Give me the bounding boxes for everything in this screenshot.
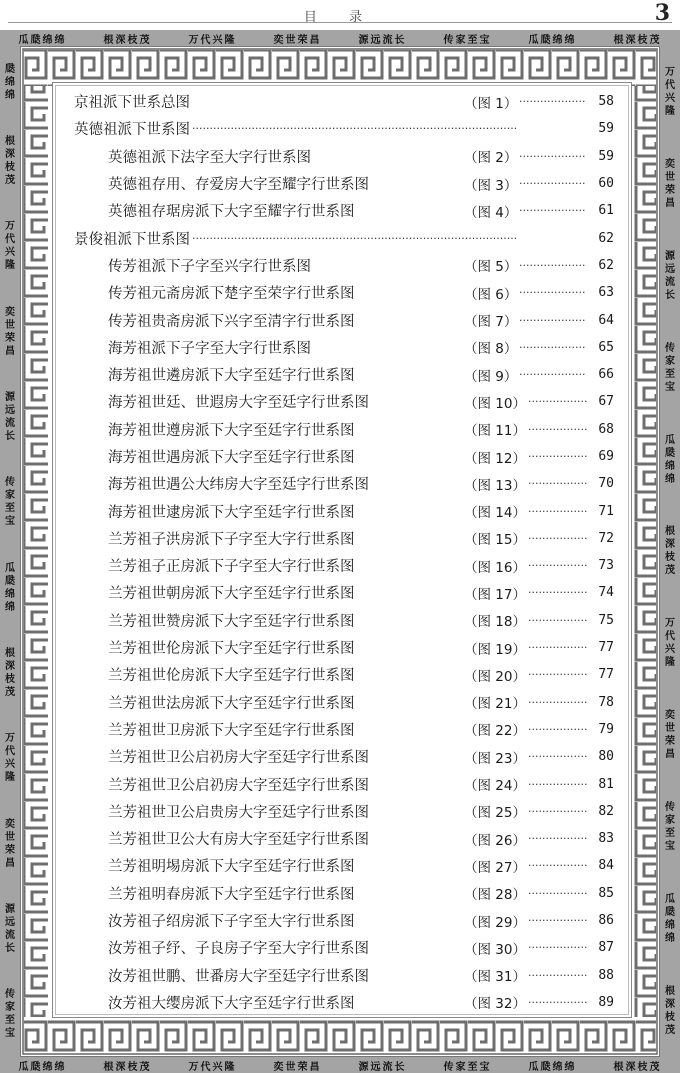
border-phrase: 瓜瓞绵绵 (528, 34, 577, 46)
leader-dots: ················· (528, 450, 588, 463)
leader-dots: ················· (528, 559, 588, 573)
entry-title: 传芳祖元斋房派下楚字至荣字行世系图 (108, 286, 355, 303)
page-ref: 67 (598, 394, 614, 410)
border-phrase: 传家至宝 (443, 34, 492, 46)
entry-title: 兰芳祖世卫房派下大字至廷字行世系图 (108, 722, 355, 739)
figure-label: （图 7） (464, 314, 518, 331)
leader-dots: ··················· (519, 368, 586, 382)
toc-entry[interactable] (74, 716, 614, 743)
page-ref: 70 (598, 476, 614, 492)
border-phrase: 传 家 至 宝 (665, 802, 675, 853)
toc-entry[interactable] (74, 361, 614, 388)
leader-dots: ················· (528, 395, 588, 409)
page-ref: 63 (598, 285, 614, 301)
figure-label: （图 19） (464, 641, 526, 658)
toc-entry[interactable] (74, 770, 614, 797)
page-ref: 62 (598, 257, 614, 273)
page-ref: 83 (598, 831, 614, 847)
page-ref: 85 (598, 885, 614, 901)
page-ref: 74 (598, 585, 614, 601)
border-phrase: 源 远 流 长 (665, 250, 675, 301)
border-phrase: 根 深 枝 茂 (5, 647, 15, 698)
page-number: 3 (654, 0, 670, 26)
entry-title: 兰芳祖世伦房派下大字至廷字行世系图 (108, 641, 355, 658)
toc-entry[interactable] (74, 470, 614, 497)
page-ref: 73 (598, 558, 614, 574)
border-left-band (0, 46, 20, 1057)
leader-dots: ················· (528, 886, 588, 900)
border-phrase: 瓞 绵 绵 (5, 63, 15, 101)
border-phrase: 根深枝茂 (103, 1061, 152, 1073)
page-ref: 89 (598, 994, 614, 1010)
leader-dots: ················· (528, 968, 588, 982)
figure-label: （图 2） (464, 150, 518, 167)
toc-entry[interactable] (74, 388, 614, 415)
entry-title: 兰芳祖子正房派下子字至大字行世系图 (108, 559, 355, 576)
figure-label: （图 13） (464, 477, 526, 494)
entry-title: 兰芳祖世卫公启礽房大字至廷字行世系图 (108, 777, 369, 794)
border-bottom-band (0, 1057, 680, 1073)
border-phrase: 根深枝茂 (103, 34, 152, 46)
entry-title: 汝芳祖大缨房派下大字至廷字行世系图 (108, 995, 355, 1012)
toc-entry[interactable] (74, 607, 614, 634)
figure-label: （图 29） (464, 914, 526, 931)
toc-entry[interactable] (74, 880, 614, 907)
page-ref: 62 (598, 230, 614, 246)
entry-title: 兰芳祖明春房派下大字至廷字行世系图 (108, 886, 355, 903)
toc-entry[interactable] (74, 252, 614, 279)
entry-title: 汝芳祖子纾、子良房子字至大字行世系图 (108, 941, 369, 958)
border-phrase: 万代兴隆 (188, 1061, 237, 1073)
border-phrase: 万 代 兴 隆 (665, 618, 675, 669)
page-ref: 79 (598, 721, 614, 737)
leader-dots: ················· (528, 859, 588, 873)
page-ref: 87 (598, 940, 614, 956)
toc-entry[interactable] (74, 962, 614, 989)
figure-label: （图 21） (464, 696, 526, 713)
leader-dots: ··················· (519, 95, 586, 109)
leader-dots: ··················· (519, 177, 586, 191)
leader-dots: ··················· (519, 313, 586, 327)
figure-label: （图 32） (464, 996, 526, 1013)
entry-title: 景俊祖派下世系图 (74, 231, 190, 248)
figure-label: （图 26） (464, 832, 526, 849)
leader-dots: ················· (528, 668, 588, 682)
figure-label: （图 12） (464, 450, 526, 467)
page-ref: 75 (598, 612, 614, 628)
leader-dots: ················· (528, 750, 588, 764)
toc-entry[interactable] (74, 115, 614, 142)
entry-title: 兰芳祖世卫公启礽房大字至廷字行世系图 (108, 750, 369, 767)
page-ref: 77 (598, 640, 614, 656)
figure-label: （图 18） (464, 614, 526, 631)
entry-title: 海芳祖世遴房派下大字至廷字行世系图 (108, 368, 355, 385)
entry-title: 兰芳祖世伦房派下大字至廷字行世系图 (108, 668, 355, 685)
border-phrase: 源远流长 (358, 34, 407, 46)
toc-entry[interactable] (74, 170, 614, 197)
header-rule (8, 22, 672, 23)
figure-label: （图 9） (464, 368, 518, 385)
leader-dots: ················· (528, 804, 588, 818)
figure-label: （图 4） (464, 204, 518, 221)
figure-label: （图 22） (464, 723, 526, 740)
toc-entry[interactable] (74, 88, 614, 115)
border-phrase: 传 家 至 宝 (665, 342, 675, 393)
toc-entry[interactable] (74, 224, 614, 251)
entry-title: 英德祖派下世系图 (74, 122, 190, 139)
entry-title: 海芳祖世逮房派下大字至廷字行世系图 (108, 504, 355, 521)
figure-label: （图 27） (464, 859, 526, 876)
leader-dots: ··················· (519, 258, 586, 272)
toc-entry[interactable] (74, 579, 614, 606)
border-phrase: 万 代 兴 隆 (5, 221, 15, 272)
leader-dots: ··················· (519, 204, 586, 218)
leader-dots: ··················· (519, 340, 586, 354)
border-phrase: 传 家 至 宝 (5, 477, 15, 528)
border-phrase: 根深枝茂 (613, 34, 662, 46)
toc-entry[interactable] (74, 852, 614, 879)
leader-dots: ················· (528, 477, 588, 491)
figure-label: （图 6） (464, 286, 518, 303)
page-ref: 80 (598, 749, 614, 765)
entry-title: 兰芳祖世赞房派下大字至廷字行世系图 (108, 613, 355, 630)
page-header (0, 0, 680, 30)
entry-title: 海芳祖世遵房派下大字至廷字行世系图 (108, 422, 355, 439)
toc-entry[interactable] (74, 525, 614, 552)
leader-dots: ················· (528, 941, 588, 955)
entry-title: 传芳祖派下子字至兴字行世系图 (108, 258, 311, 275)
page-ref: 82 (598, 803, 614, 819)
figure-label: （图 14） (464, 505, 526, 522)
toc-entry[interactable] (74, 907, 614, 934)
page-ref: 64 (598, 312, 614, 328)
border-phrase: 奕 世 荣 昌 (665, 710, 675, 761)
border-phrase: 奕 世 荣 昌 (665, 158, 675, 209)
toc-entry[interactable] (74, 143, 614, 170)
border-phrase: 瓜瓞绵绵 (18, 34, 67, 46)
border-phrase: 万 代 兴 隆 (665, 66, 675, 117)
page-ref: 58 (598, 94, 614, 110)
leader-dots: ····························································································· (192, 231, 518, 245)
figure-label: （图 10） (464, 395, 526, 412)
page-ref: 84 (598, 858, 614, 874)
leader-dots: ················· (528, 832, 588, 846)
leader-dots: ··················· (519, 149, 586, 163)
entry-title: 英德祖存用、存爱房大字至耀字行世系图 (108, 177, 369, 194)
leader-dots: ················· (528, 531, 588, 545)
leader-dots: ················· (528, 722, 588, 736)
border-phrase: 瓜瓞绵绵 (18, 1061, 67, 1073)
entry-title: 传芳祖贵斋房派下兴字至清字行世系图 (108, 313, 355, 330)
figure-label: （图 31） (464, 969, 526, 986)
toc-entry[interactable] (74, 934, 614, 961)
toc-entry[interactable] (74, 825, 614, 852)
figure-label: （图 17） (464, 586, 526, 603)
page-ref: 81 (598, 776, 614, 792)
entry-title: 兰芳祖子洪房派下子字至大字行世系图 (108, 531, 355, 548)
figure-label: （图 20） (464, 668, 526, 685)
figure-label: （图 11） (464, 423, 526, 440)
border-phrase: 源 远 流 长 (5, 391, 15, 442)
figure-label: （图 16） (464, 559, 526, 576)
figure-label: （图 28） (464, 887, 526, 904)
leader-dots: ··················· (519, 286, 586, 300)
toc-entry[interactable] (74, 416, 614, 443)
page-ref: 77 (598, 667, 614, 683)
entry-title: 兰芳祖世卫公启贵房大字至廷字行世系图 (108, 804, 369, 821)
page-ref: 78 (598, 694, 614, 710)
leader-dots: ················· (528, 504, 588, 518)
page-ref: 60 (598, 176, 614, 192)
toc-entry[interactable] (74, 306, 614, 333)
entry-title: 兰芳祖世卫公大有房大字至廷字行世系图 (108, 832, 369, 849)
border-phrase: 奕 世 荣 昌 (5, 306, 15, 357)
border-phrase: 奕 世 荣 昌 (5, 818, 15, 869)
leader-dots: ················· (528, 422, 588, 436)
page-ref: 65 (598, 339, 614, 355)
figure-label: （图 5） (464, 259, 518, 276)
figure-label: （图 3） (464, 177, 518, 194)
border-phrase: 根 深 枝 茂 (665, 986, 675, 1037)
figure-label: （图 23） (464, 750, 526, 767)
entry-title: 海芳祖世遇房派下大字至廷字行世系图 (108, 450, 355, 466)
border-phrase: 万 代 兴 隆 (5, 733, 15, 784)
page-ref: 71 (598, 503, 614, 519)
entry-title: 海芳祖世遇公大纬房大字至廷字行世系图 (108, 477, 369, 494)
border-phrase: 源 远 流 长 (5, 903, 15, 954)
entry-title: 兰芳祖明埸房派下大字至廷字行世系图 (108, 859, 355, 876)
toc-entry[interactable] (74, 279, 614, 306)
page-ref: 72 (598, 530, 614, 546)
leader-dots: ················· (528, 586, 588, 600)
entry-title: 京祖派下世系总图 (74, 95, 190, 112)
border-phrase: 源远流长 (358, 1061, 407, 1073)
entry-title: 汝芳祖世鹏、世番房大字至廷字行世系图 (108, 968, 369, 985)
toc-entry[interactable] (74, 552, 614, 579)
entry-title: 汝芳祖子绍房派下子字至大字行世系图 (108, 914, 355, 931)
border-phrase: 传 家 至 宝 (5, 989, 15, 1040)
border-phrase: 万代兴隆 (188, 34, 237, 46)
border-right-band (660, 46, 680, 1057)
page-ref: 61 (598, 203, 614, 219)
leader-dots: ····························································································· (192, 122, 518, 136)
border-phrase: 瓜 瓞 绵 绵 (5, 562, 15, 613)
page-ref: 59 (598, 148, 614, 164)
border-phrase: 根 深 枝 茂 (665, 526, 675, 577)
page-title: 目 录 (303, 10, 377, 25)
figure-label: （图 24） (464, 778, 526, 795)
page-ref: 69 (598, 449, 614, 464)
entry-title: 海芳祖派下子字至大字行世系图 (108, 340, 311, 357)
border-top-band (0, 30, 680, 46)
page-ref: 59 (598, 121, 614, 137)
page-ref: 88 (598, 967, 614, 983)
toc-entry[interactable] (74, 798, 614, 825)
border-phrase: 瓜 瓞 绵 绵 (665, 434, 675, 485)
border-phrase: 瓜 瓞 绵 绵 (665, 894, 675, 945)
figure-label: （图 25） (464, 805, 526, 822)
entry-title: 海芳祖世廷、世遐房大字至廷字行世系图 (108, 395, 369, 412)
table-of-contents (74, 88, 614, 1016)
toc-entry[interactable] (74, 497, 614, 524)
leader-dots: ················· (528, 613, 588, 627)
page-ref: 68 (598, 421, 614, 437)
leader-dots: ················· (528, 777, 588, 791)
border-phrase: 根深枝茂 (613, 1061, 662, 1073)
page-ref: 66 (598, 367, 614, 383)
page-ref: 86 (598, 913, 614, 929)
leader-dots: ················· (528, 695, 588, 709)
toc-entry[interactable] (74, 443, 614, 470)
leader-dots: ················· (528, 641, 588, 655)
toc-entry[interactable] (74, 334, 614, 361)
border-phrase: 瓜瓞绵绵 (528, 1061, 577, 1073)
border-phrase: 奕世荣昌 (273, 1061, 322, 1073)
border-phrase: 奕世荣昌 (273, 34, 322, 46)
toc-entry[interactable] (74, 197, 614, 224)
entry-title: 英德祖派下法字至大字行世系图 (108, 149, 311, 166)
figure-label: （图 15） (464, 532, 526, 549)
toc-entry[interactable] (74, 634, 614, 661)
toc-entry[interactable] (74, 689, 614, 716)
leader-dots: ················· (528, 995, 588, 1009)
leader-dots: ················· (528, 914, 588, 928)
toc-entry[interactable] (74, 743, 614, 770)
entry-title: 英德祖存琚房派下大字至耀字行世系图 (108, 204, 355, 221)
entry-title: 兰芳祖世朝房派下大字至廷字行世系图 (108, 586, 355, 603)
border-phrase: 根 深 枝 茂 (5, 135, 15, 186)
figure-label: （图 1） (464, 95, 518, 112)
figure-label: （图 30） (464, 941, 526, 958)
toc-entry[interactable] (74, 661, 614, 688)
entry-title: 兰芳祖世法房派下大字至廷字行世系图 (108, 695, 355, 712)
toc-entry[interactable] (74, 989, 614, 1016)
figure-label: （图 8） (464, 341, 518, 358)
border-phrase: 传家至宝 (443, 1061, 492, 1073)
